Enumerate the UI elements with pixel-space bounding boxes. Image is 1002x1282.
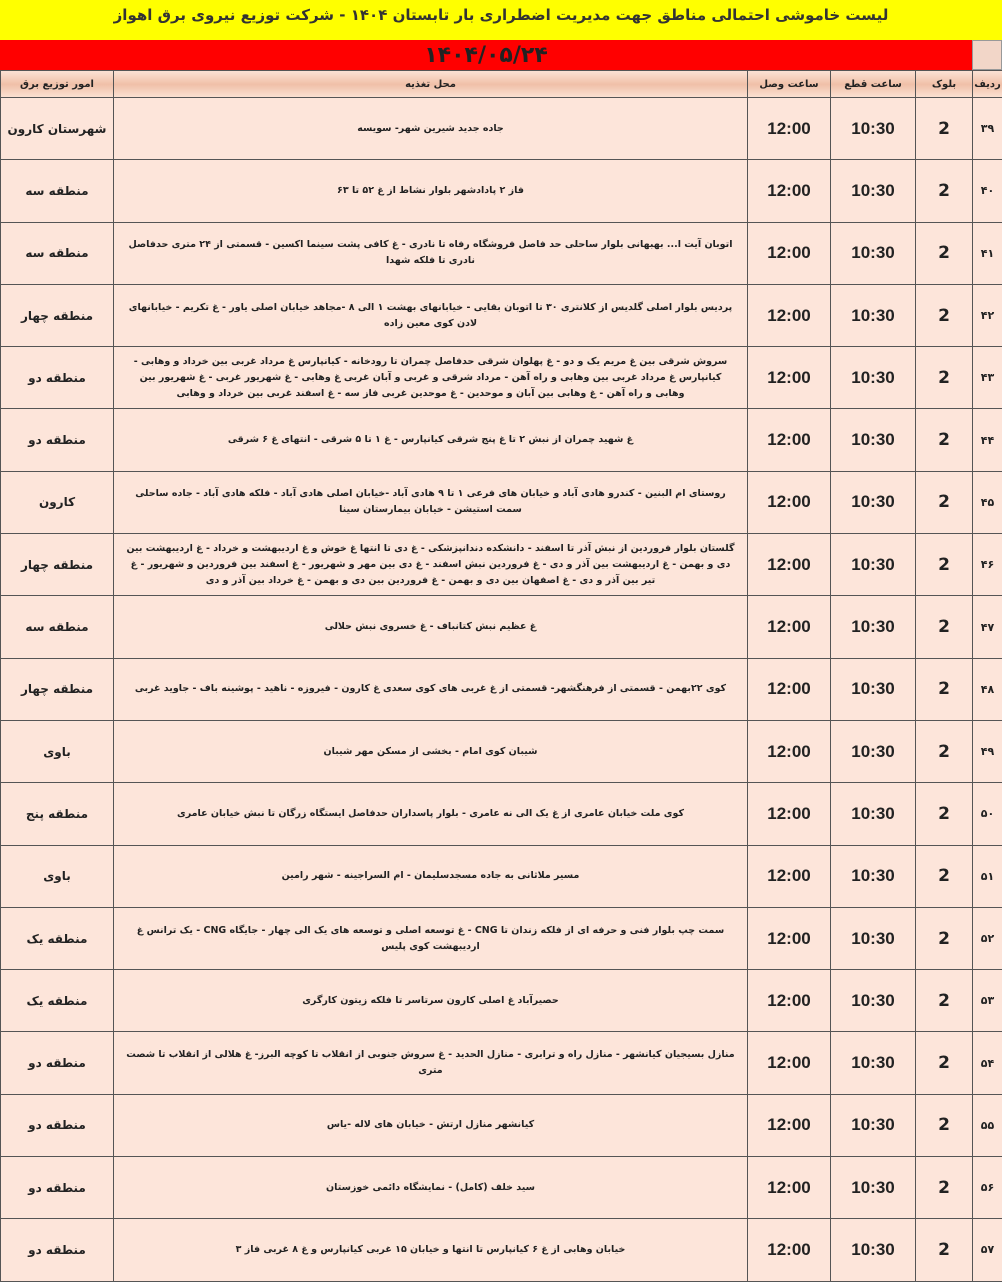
block-cell: 2	[916, 596, 973, 658]
district-cell: منطقه دو	[1, 409, 114, 471]
row-number: ۵۶	[973, 1157, 1002, 1219]
table-row	[1, 98, 1002, 160]
table-row	[1, 409, 1002, 471]
table-row	[1, 347, 1002, 409]
location-cell: مسیر ملاثانی به جاده مسجدسلیمان - ام السراجینه - شهر رامین	[114, 845, 748, 907]
off-time-cell: 10:30	[831, 409, 916, 471]
district-cell: منطقه دو	[1, 1032, 114, 1094]
district-cell: منطقه یک	[1, 970, 114, 1032]
block-cell: 2	[916, 222, 973, 284]
row-number: ۴۱	[973, 222, 1002, 284]
table-row	[1, 596, 1002, 658]
row-number: ۵۲	[973, 907, 1002, 969]
table-row	[1, 471, 1002, 533]
table-row	[1, 160, 1002, 222]
block-cell: 2	[916, 658, 973, 720]
location-cell: کیانشهر منازل ارتش - خیابان های لاله -یاس	[114, 1094, 748, 1156]
on-time-cell: 12:00	[748, 347, 831, 409]
table-row	[1, 1219, 1002, 1281]
on-time-cell: 12:00	[748, 222, 831, 284]
on-time-cell: 12:00	[748, 720, 831, 782]
off-time-cell: 10:30	[831, 1219, 916, 1281]
off-time-cell: 10:30	[831, 658, 916, 720]
table-row	[1, 1094, 1002, 1156]
district-cell: منطقه دو	[1, 347, 114, 409]
on-time-cell: 12:00	[748, 596, 831, 658]
district-cell: منطقه چهار	[1, 658, 114, 720]
table-row	[1, 658, 1002, 720]
header-block: بلوک	[916, 71, 973, 98]
on-time-cell: 12:00	[748, 970, 831, 1032]
district-cell: منطقه دو	[1, 1157, 114, 1219]
row-number: ۵۷	[973, 1219, 1002, 1281]
location-cell: کوی ملت خیابان عامری از غ یک الی نه عامری - بلوار پاسداران حدفاصل ایستگاه زرگان تا نبش خیابان عامری	[114, 783, 748, 845]
on-time-cell: 12:00	[748, 284, 831, 346]
location-cell: غ شهید چمران از نبش ۲ تا غ پنج شرقی کیانپارس - غ ۱ تا ۵ شرقی - انتهای غ ۶ شرقی	[114, 409, 748, 471]
row-number: ۴۵	[973, 471, 1002, 533]
off-time-cell: 10:30	[831, 222, 916, 284]
district-cell: منطقه سه	[1, 222, 114, 284]
location-cell: کوی ۲۲بهمن - قسمتی از فرهنگشهر- قسمتی از غ غربی های کوی سعدی غ کارون - فیروزه - ناهید - پوشینه باف - جاوید غربی	[114, 658, 748, 720]
district-cell: شهرستان کارون	[1, 98, 114, 160]
district-cell: منطقه یک	[1, 907, 114, 969]
date-label: ۱۴۰۴/۰۵/۲۴	[0, 40, 972, 70]
row-number: ۵۴	[973, 1032, 1002, 1094]
row-number: ۵۰	[973, 783, 1002, 845]
header-location: محل تغذیه	[114, 71, 748, 98]
date-bar	[0, 40, 1002, 70]
off-time-cell: 10:30	[831, 1094, 916, 1156]
block-cell: 2	[916, 1094, 973, 1156]
district-cell: منطقه دو	[1, 1219, 114, 1281]
off-time-cell: 10:30	[831, 347, 916, 409]
block-cell: 2	[916, 970, 973, 1032]
location-cell: منازل بسیجیان کیانشهر - منازل راه و ترابری - منازل الحدید - غ سروش جنوبی از انقلاب تا کوچه البرز- غ هلالی از انقلاب تا شصت متری	[114, 1032, 748, 1094]
on-time-cell: 12:00	[748, 160, 831, 222]
district-cell: منطقه دو	[1, 1094, 114, 1156]
block-cell: 2	[916, 907, 973, 969]
location-cell: سید خلف (کامل) - نمایشگاه دائمی خوزستان	[114, 1157, 748, 1219]
on-time-cell: 12:00	[748, 1032, 831, 1094]
row-number: ۴۷	[973, 596, 1002, 658]
off-time-cell: 10:30	[831, 907, 916, 969]
block-cell: 2	[916, 284, 973, 346]
off-time-cell: 10:30	[831, 596, 916, 658]
district-cell: باوی	[1, 845, 114, 907]
off-time-cell: 10:30	[831, 1157, 916, 1219]
on-time-cell: 12:00	[748, 907, 831, 969]
on-time-cell: 12:00	[748, 845, 831, 907]
corner-cell	[972, 40, 1002, 70]
header-off-time: ساعت قطع	[831, 71, 916, 98]
off-time-cell: 10:30	[831, 720, 916, 782]
district-cell: منطقه پنج	[1, 783, 114, 845]
table-row	[1, 1157, 1002, 1219]
block-cell: 2	[916, 720, 973, 782]
row-number: ۵۳	[973, 970, 1002, 1032]
table-row	[1, 284, 1002, 346]
off-time-cell: 10:30	[831, 970, 916, 1032]
district-cell: منطقه چهار	[1, 534, 114, 596]
table-row	[1, 845, 1002, 907]
off-time-cell: 10:30	[831, 284, 916, 346]
row-number: ۴۳	[973, 347, 1002, 409]
location-cell: گلستان بلوار فروردین از نبش آذر تا اسفند - دانشکده دندانپزشکی - غ دی تا انتها غ خوش و غ اردیبهشت و خرداد - غ اردیبهشت بین دی و بهمن - غ اردیبهشت بین آذر و دی - غ فروردین نبش اسفند - غ دی بین مهر و شهریور - غ اسفند بین فروردین و شهریور - غ تیر بین آذر و دی - غ اصفهان بین دی و بهمن - غ فروردین بین دی و بهمن - غ خرداد بین آذر و دی	[114, 534, 748, 596]
off-time-cell: 10:30	[831, 1032, 916, 1094]
table-row	[1, 720, 1002, 782]
block-cell: 2	[916, 409, 973, 471]
block-cell: 2	[916, 1157, 973, 1219]
header-district: امور توزیع برق	[1, 71, 114, 98]
on-time-cell: 12:00	[748, 1094, 831, 1156]
off-time-cell: 10:30	[831, 98, 916, 160]
header-on-time: ساعت وصل	[748, 71, 831, 98]
document-title: لیست خاموشی احتمالی مناطق جهت مدیریت اضطراری بار تابستان ۱۴۰۴ - شرکت توزیع نیروی برق اهواز	[0, 0, 1002, 40]
district-cell: باوی	[1, 720, 114, 782]
on-time-cell: 12:00	[748, 534, 831, 596]
location-cell: پردیس بلوار اصلی گلدیس از کلانتری ۳۰ تا اتوبان بقایی - خیابانهای بهشت ۱ الی ۸ -مجاهد خیابان اصلی یاور - غ تکریم - خیابانهای لادن کوی معین زاده	[114, 284, 748, 346]
on-time-cell: 12:00	[748, 1157, 831, 1219]
location-cell: غ عظیم نبش کتانباف - غ خسروی نبش حلالی	[114, 596, 748, 658]
row-number: ۵۵	[973, 1094, 1002, 1156]
district-cell: منطقه سه	[1, 596, 114, 658]
on-time-cell: 12:00	[748, 409, 831, 471]
row-number: ۳۹	[973, 98, 1002, 160]
table-row	[1, 970, 1002, 1032]
off-time-cell: 10:30	[831, 783, 916, 845]
row-number: ۴۶	[973, 534, 1002, 596]
row-number: ۵۱	[973, 845, 1002, 907]
block-cell: 2	[916, 98, 973, 160]
row-number: ۴۸	[973, 658, 1002, 720]
header-row: ردیف	[973, 71, 1002, 98]
block-cell: 2	[916, 534, 973, 596]
row-number: ۴۴	[973, 409, 1002, 471]
location-cell: سروش شرقی بین غ مریم یک و دو - غ پهلوان شرقی حدفاصل چمران تا رودخانه - کیانپارس غ مرداد غربی بین خرداد و وهابی - کیانپارس غ مرداد غربی بین وهابی و راه آهن - مرداد شرقی و غربی و آبان غربی غ وهابی - غ شهریور غربی - غ شهریور بین وهابی و راه آهن - غ وهابی بین آبان و موحدین - غ موحدین غربی فاز سه - غ اسفند غربی بین خرداد و وهابی	[114, 347, 748, 409]
location-cell: خیابان وهابی از غ ۶ کیانپارس تا انتها و خیابان ۱۵ غربی کیانپارس و غ ۸ غربی فاز ۳	[114, 1219, 748, 1281]
block-cell: 2	[916, 471, 973, 533]
location-cell: روستای ام البنین - کندرو هادی آباد و خیابان های فرعی ۱ تا ۹ هادی آباد -خیابان اصلی هادی آباد - فلکه هادی آباد - جاده ساحلی سمت استیشن - خیابان بیمارستان سینا	[114, 471, 748, 533]
block-cell: 2	[916, 1219, 973, 1281]
location-cell: فاز ۲ پادادشهر بلوار نشاط از غ ۵۲ تا ۶۳	[114, 160, 748, 222]
location-cell: شیبان کوی امام - بخشی از مسکن مهر شیبان	[114, 720, 748, 782]
block-cell: 2	[916, 160, 973, 222]
table-row	[1, 783, 1002, 845]
table-row	[1, 907, 1002, 969]
row-number: ۴۲	[973, 284, 1002, 346]
location-cell: سمت چپ بلوار فنی و حرفه ای از فلکه زندان تا CNG - غ توسعه اصلی و توسعه های یک الی چهار - جایگاه CNG - یک ترانس غ اردیبهشت کوی پلیس	[114, 907, 748, 969]
district-cell: منطقه سه	[1, 160, 114, 222]
on-time-cell: 12:00	[748, 783, 831, 845]
off-time-cell: 10:30	[831, 845, 916, 907]
on-time-cell: 12:00	[748, 471, 831, 533]
on-time-cell: 12:00	[748, 658, 831, 720]
district-cell: کارون	[1, 471, 114, 533]
location-cell: اتوبان آیت ا... بهبهانی بلوار ساحلی حد فاصل فروشگاه رفاه تا نادری - غ کافی پشت سینما اکسین - قسمتی از ۲۴ متری حدفاصل نادری تا فلکه شهدا	[114, 222, 748, 284]
block-cell: 2	[916, 845, 973, 907]
block-cell: 2	[916, 347, 973, 409]
row-number: ۴۰	[973, 160, 1002, 222]
block-cell: 2	[916, 1032, 973, 1094]
table-row	[1, 222, 1002, 284]
on-time-cell: 12:00	[748, 98, 831, 160]
off-time-cell: 10:30	[831, 160, 916, 222]
table-header	[1, 71, 1002, 98]
off-time-cell: 10:30	[831, 534, 916, 596]
on-time-cell: 12:00	[748, 1219, 831, 1281]
outage-table	[0, 70, 1002, 1282]
district-cell: منطقه چهار	[1, 284, 114, 346]
table-row	[1, 534, 1002, 596]
location-cell: جاده جدید شیرین شهر- سویسه	[114, 98, 748, 160]
table-row	[1, 1032, 1002, 1094]
block-cell: 2	[916, 783, 973, 845]
location-cell: حصیرآباد غ اصلی کارون سرتاسر تا فلکه زیتون کارگری	[114, 970, 748, 1032]
off-time-cell: 10:30	[831, 471, 916, 533]
row-number: ۴۹	[973, 720, 1002, 782]
